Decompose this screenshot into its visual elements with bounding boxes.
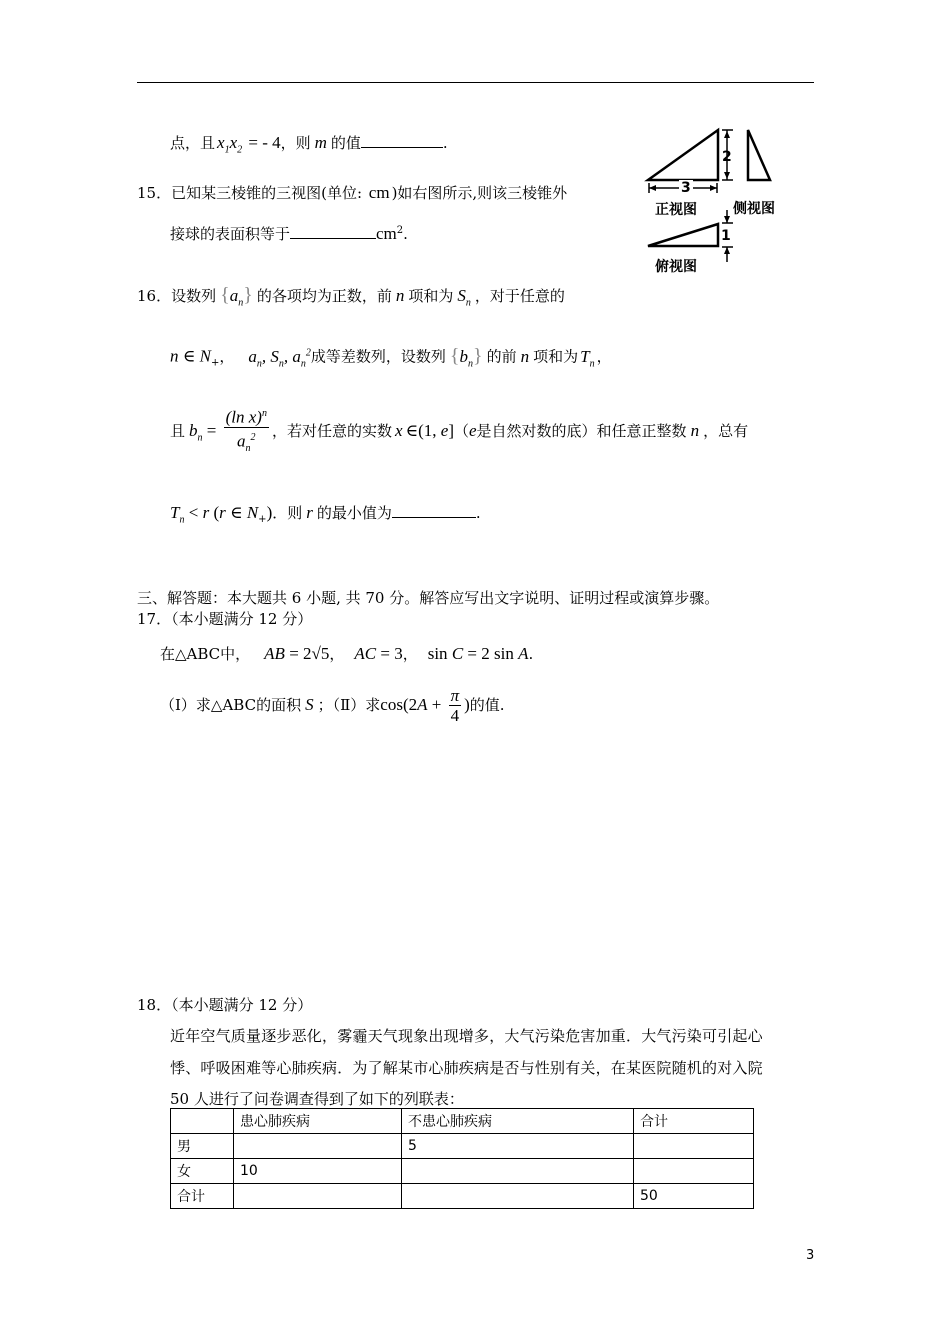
table-cell: 50 xyxy=(634,1184,754,1209)
q15-line1: 15．已知某三棱锥的三视图(单位: cm )如右图所示,则该三棱锥外 xyxy=(137,183,568,202)
dim-width-label: 3 xyxy=(681,180,691,196)
q18-paragraph-line2: 悸、呼吸困难等心肺疾病．为了解某市心肺疾病是否与性别有关，在某医院随机的对入院 xyxy=(170,1059,763,1077)
table-header-cell: 不患心肺疾病 xyxy=(402,1109,634,1134)
dim-depth-label: 1 xyxy=(721,228,731,244)
page-number: 3 xyxy=(806,1248,815,1263)
table-row xyxy=(171,1184,754,1209)
table-header-cell xyxy=(171,1109,234,1134)
q16-line1: 16．设数列 $\{a_n\}$ 的各项均为正数，前 n 项和为 $S_n$ ，对于任意的 xyxy=(137,284,565,309)
section-3-heading: 三、解答题：本大题共 6 小题, 共 70 分。解答应写出文字说明、证明过程或演算步骤。 xyxy=(137,589,720,607)
q17-parts: （Ⅰ）求△ABC的面积 S ；（Ⅱ）求cos(2A + $\frac{\pi}{4}$ )的值. xyxy=(160,685,505,725)
q18-paragraph-line3: 50 人进行了问卷调查得到了如下的列联表： xyxy=(170,1090,464,1108)
table-cell xyxy=(234,1184,402,1209)
table-cell: 合计 xyxy=(171,1184,234,1209)
bn-fraction: $\frac{(\ln x)^n}{a_n^2}$ xyxy=(225,407,267,454)
table-header-cell: 合计 xyxy=(634,1109,754,1134)
q15-line2: 接球的表面积等于 $cm^2$. xyxy=(170,224,408,243)
table-row xyxy=(171,1134,754,1159)
table-cell: 女 xyxy=(171,1159,234,1184)
table-cell: 5 xyxy=(402,1134,634,1159)
front-view-triangle xyxy=(648,130,718,180)
q16-line3: 且 $b_n$ = $\frac{(\ln x)^n}{a_n^2}$ ，若对任意的实数 x ∈(1, e]（e是自然对数的底）和任意正整数 n ，总有 xyxy=(170,405,748,459)
table-header-row xyxy=(171,1109,754,1134)
q18-header: 18．（本小题满分 12 分） xyxy=(137,996,313,1014)
q16-line4: $T_n < r$ (r ∈ $N_+$)．则 r 的最小值为 . xyxy=(170,503,481,526)
top-view-label: 俯视图 xyxy=(655,259,697,275)
table-header-cell: 患心肺疾病 xyxy=(234,1109,402,1134)
side-view-label: 侧视图 xyxy=(733,201,775,217)
pi-over-4-fraction: $\frac{\pi}{4}$ xyxy=(450,685,460,725)
dim-height-label: 2 xyxy=(722,149,732,165)
table-cell: 男 xyxy=(171,1134,234,1159)
q16-line2: n ∈ $N_+$， $a_n$, $S_n$, $a_n^2$成等差数列，设数列 $\{b_n\}$ 的前 n 项和为 $T_n$ ， xyxy=(170,344,612,370)
table-cell: 10 xyxy=(234,1159,402,1184)
side-view-triangle xyxy=(748,130,770,180)
top-view-triangle xyxy=(648,224,718,246)
table-cell xyxy=(234,1134,402,1159)
q17-given: 在△ABC中， AB = 2√5， AC = 3， sin C = 2 sin A. xyxy=(160,644,534,663)
header-rule xyxy=(137,82,814,83)
q18-paragraph-line1: 近年空气质量逐步恶化，雾霾天气现象出现增多，大气污染危害加重．大气污染可引起心 xyxy=(170,1027,763,1045)
table-cell xyxy=(634,1134,754,1159)
q17-header: 17．（本小题满分 12 分） xyxy=(137,610,313,628)
table-cell xyxy=(402,1184,634,1209)
table-row xyxy=(171,1159,754,1184)
q14-tail: 点，且 $x_1x_2$ = - 4，则 m 的值 . xyxy=(170,133,448,156)
table-cell xyxy=(402,1159,634,1184)
table-cell xyxy=(634,1159,754,1184)
contingency-table xyxy=(170,1108,754,1209)
front-view-label: 正视图 xyxy=(655,202,697,218)
